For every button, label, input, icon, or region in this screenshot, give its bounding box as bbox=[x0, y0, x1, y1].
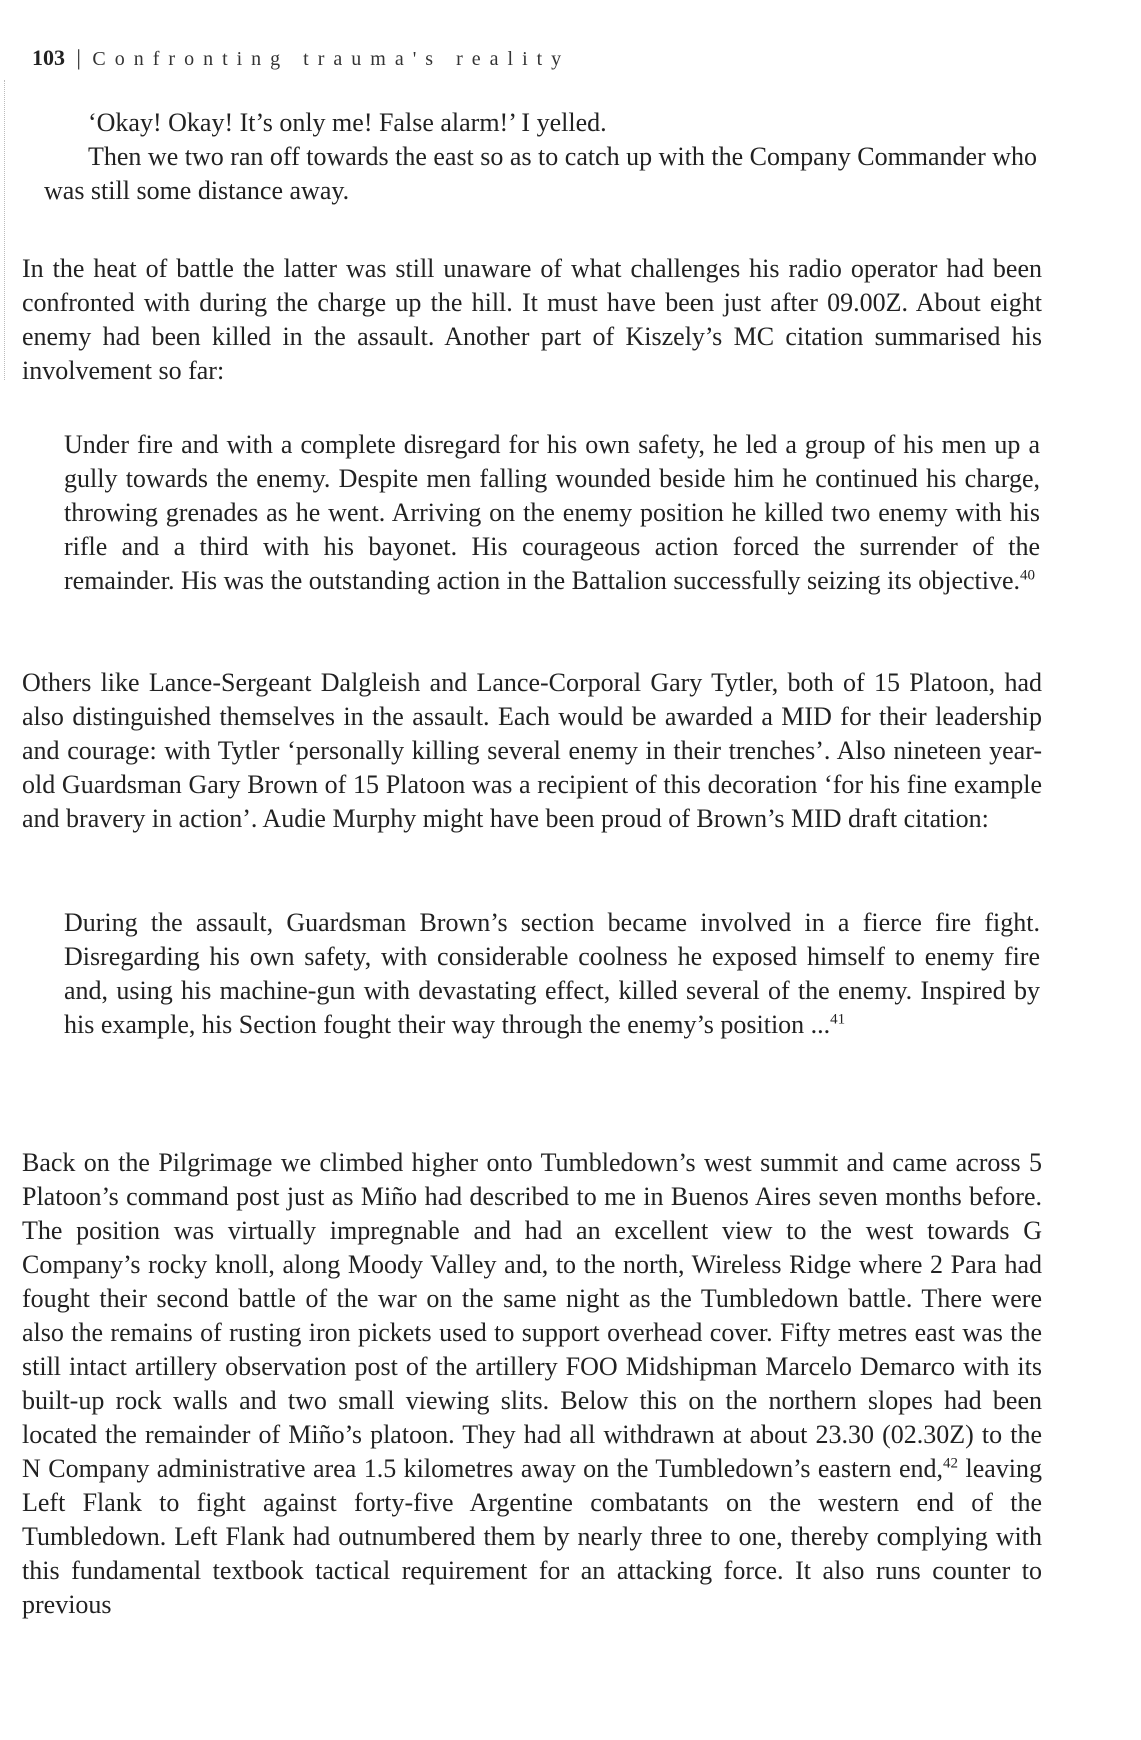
running-title: Confronting trauma's reality bbox=[92, 48, 571, 70]
narrative-line: Then we two ran off towards the east so as to catch up with the Company Commander who was still some distance away. bbox=[44, 142, 1038, 205]
body-paragraph-1 bbox=[22, 252, 1042, 388]
paragraph-text: Others like Lance-Sergeant Dalgleish and Lance-Corporal Gary Tytler, both of 15 Platoon, had also distinguished themselves in the assault. Each would be awarded a MID for their leadership and courage: with Tytler ‘personally killing several enemy in their trenches’. Also nineteen year-old Guardsman Gary Brown of 15 Platoon was a recipient of this decoration ‘for his fine example and bravery in action’. Audie Murphy might have been proud of Brown’s MID draft citation: bbox=[22, 668, 1042, 833]
quote-text: During the assault, Guardsman Brown’s section became involved in a fierce fire fight. Disregarding his own safety, with considerable coolness he exposed himself to enemy fire and, using his machine-gun with devastating effect, killed several of the enemy. Inspired by his example, his Section fought their way through the enemy’s position ...$^{41}$ bbox=[64, 908, 1040, 1039]
footnote-marker: 41 bbox=[830, 1011, 846, 1028]
citation-quote-2 bbox=[64, 906, 1040, 1042]
body-paragraph-2 bbox=[22, 666, 1042, 836]
body-paragraph-3 bbox=[22, 1146, 1042, 1622]
paragraph-text: Back on the Pilgrimage we climbed higher onto Tumbledown’s west summit and came across 5 Platoon’s command post just as Miño had described to me in Buenos Aires seven months before. The position was virtually impregnable and had an excellent view to the west towards G Company’s rocky knoll, along Moody Valley and, to the north, Wireless Ridge where 2 Para had fought their second battle of the war on the same night as the Tumbledown battle. There were also the remains of rusting iron pickets used to support overhead cover. Fifty metres east was the still intact artillery observation post of the artillery FOO Midshipman Marcelo Demarco with its built-up rock walls and two small viewing slits. Below this on the northern slopes had been located the remainder of Miño’s platoon. They had all withdrawn at about 23.30 (02.30Z) to the N Company administrative area 1.5 kilometres away on the Tumbledown’s eastern end,$^{42}$ leaving Left Flank to fight against forty-five Argentine combatants on the western end of the Tumbledown. Left Flank had outnumbered them by nearly three to one, thereby complying with this fundamental textbook tactical requirement for an attacking force. It also runs counter to previous bbox=[22, 1148, 1042, 1619]
running-header bbox=[32, 44, 570, 73]
page-number: 103 bbox=[32, 45, 65, 70]
paragraph-text: In the heat of battle the latter was still unaware of what challenges his radio operator had been confronted with during the charge up the hill. It must have been just after 09.00Z. About eight enemy had been killed in the assault. Another part of Kiszely’s MC citation summarised his involvement so far: bbox=[22, 254, 1042, 385]
footnote-marker: 42 bbox=[943, 1455, 959, 1472]
opening-dialogue bbox=[44, 106, 1040, 208]
header-separator: | bbox=[76, 45, 81, 70]
footnote-marker: 40 bbox=[1020, 567, 1036, 584]
scan-margin-line bbox=[4, 80, 5, 380]
quote-text: Under fire and with a complete disregard for his own safety, he led a group of his men up a gully towards the enemy. Despite men falling wounded beside him he continued his charge, throwing grenades as he went. Arriving on the enemy position he killed two enemy with his rifle and a third with his bayonet. His courageous action forced the surrender of the remainder. His was the outstanding action in the Battalion successfully seizing its objective.$^{40}$ bbox=[64, 430, 1040, 595]
citation-quote-1 bbox=[64, 428, 1040, 598]
dialogue-line: ‘Okay! Okay! It’s only me! False alarm!’ I yelled. bbox=[88, 108, 607, 137]
